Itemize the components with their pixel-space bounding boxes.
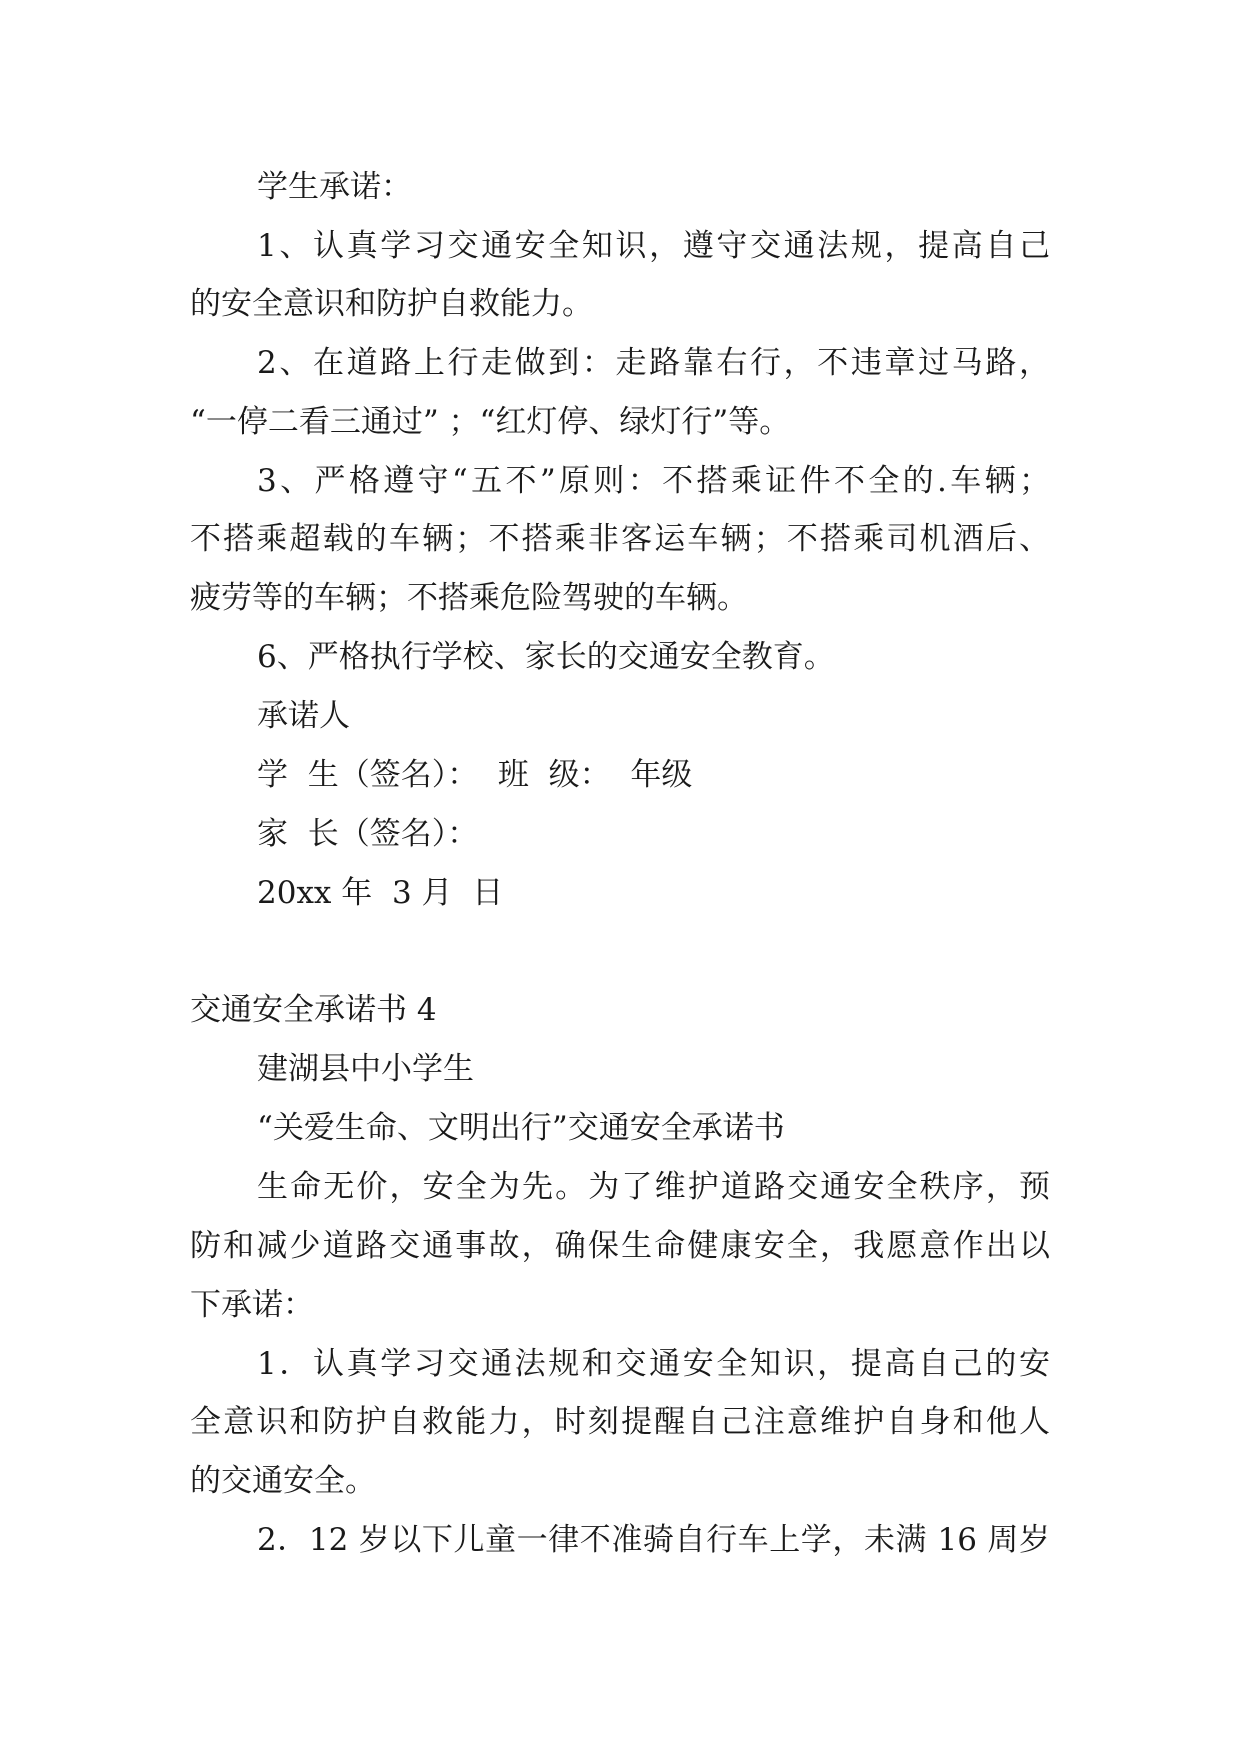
promise-item-3-line-2: 不搭乘超载的车辆；不搭乘非客运车辆；不搭乘司机酒后、 <box>190 521 1050 557</box>
promisor-label: 承诺人 <box>257 698 350 734</box>
promise-item-2-line-1: 2、在道路上行走做到：走路靠右行，不违章过马路， <box>257 345 1050 381</box>
promise-item-3-line-3: 疲劳等的车辆；不搭乘危险驾驶的车辆。 <box>190 580 748 616</box>
promise-item-2-line-2: “一停二看三通过” ；“红灯停、绿灯行”等。 <box>190 404 791 440</box>
intro-line-1: 生命无价，安全为先。为了维护道路交通安全秩序，预 <box>257 1169 1050 1205</box>
student-promise-heading: 学生承诺： <box>257 169 412 205</box>
promise-item-6: 6、严格执行学校、家长的交通安全教育。 <box>257 639 835 675</box>
organization-line: 建湖县中小学生 <box>257 1051 474 1087</box>
date-line: 20xx 年 3 月 日 <box>257 875 504 911</box>
student-signature-line: 学 生（签名）： 班 级： 年级 <box>257 757 693 793</box>
pledge-item-2-line-1: 2．12 岁以下儿童一律不准骑自行车上学，未满 16 周岁 <box>257 1522 1050 1558</box>
promise-item-1-line-2: 的安全意识和防护自救能力。 <box>190 286 593 322</box>
pledge-item-1-line-2: 全意识和防护自救能力，时刻提醒自己注意维护自身和他人 <box>190 1404 1050 1440</box>
promise-item-3-line-1: 3、严格遵守“五不”原则：不搭乘证件不全的.车辆； <box>257 463 1050 499</box>
pledge-item-1-line-1: 1．认真学习交通法规和交通安全知识，提高自己的安 <box>257 1346 1050 1382</box>
promise-item-1-line-1: 1、认真学习交通安全知识，遵守交通法规，提高自己 <box>257 228 1050 264</box>
pledge-subtitle: “关爱生命、文明出行”交通安全承诺书 <box>257 1110 785 1146</box>
intro-line-2: 防和减少道路交通事故，确保生命健康安全，我愿意作出以 <box>190 1228 1050 1264</box>
intro-line-3: 下承诺： <box>190 1287 314 1323</box>
parent-signature-line: 家 长（签名）： <box>257 816 479 852</box>
pledge-item-1-line-3: 的交通安全。 <box>190 1463 376 1499</box>
section-4-title: 交通安全承诺书 4 <box>190 992 437 1028</box>
